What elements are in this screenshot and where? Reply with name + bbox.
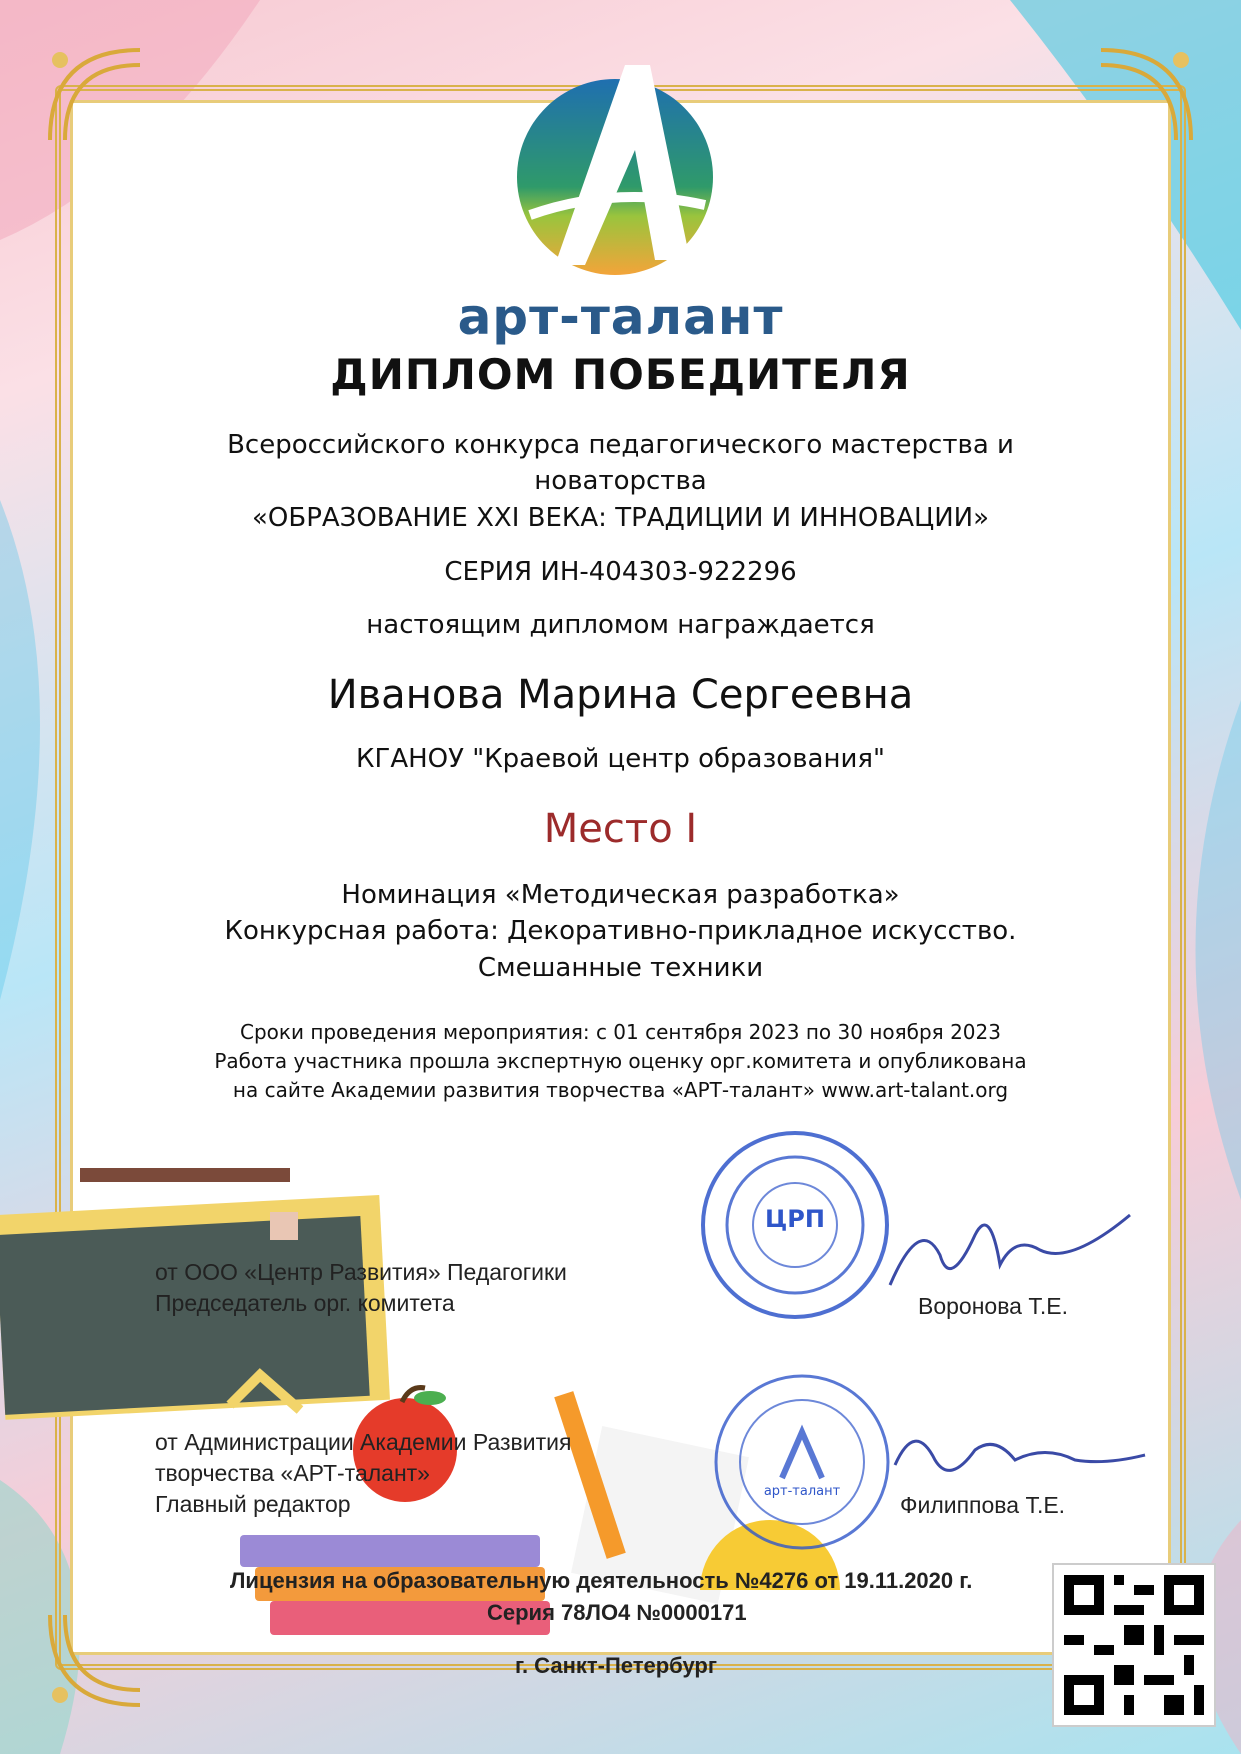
- contest-line-2: новаторства: [534, 466, 707, 496]
- signer2-line-3: Главный редактор: [155, 1491, 351, 1517]
- signer2-name: Филиппова Т.Е.: [900, 1492, 1066, 1518]
- signer1-name: Воронова Т.Е.: [918, 1293, 1068, 1319]
- series-number: СЕРИЯ ИН-404303-922296: [444, 557, 797, 587]
- details-line-1: Сроки проведения мероприятия: с 01 сентября 2023 по 30 ноября 2023: [240, 1020, 1001, 1044]
- details-line-3: на сайте Академии развития творчества «АРТ-талант» www.art-talant.org: [232, 1078, 1009, 1102]
- awarded-text: настоящим дипломом награждается: [366, 610, 875, 640]
- license-city: г. Санкт-Петербург: [515, 1653, 718, 1678]
- details-line-2: Работа участника прошла экспертную оценку орг.комитета и опубликована: [214, 1049, 1027, 1073]
- ornament-bottom-left-icon: [40, 1605, 150, 1715]
- signature-filippova-icon: [885, 1415, 1155, 1505]
- place-award: Место I: [543, 806, 698, 852]
- recipient-name: Иванова Марина Сергеевна: [327, 672, 914, 718]
- art-talant-logo-icon: [515, 55, 715, 280]
- contest-line-1: Всероссийского конкурса педагогического мастерства и: [227, 430, 1014, 460]
- contest-line-3: «ОБРАЗОВАНИЕ XXI ВЕКА: ТРАДИЦИИ И ИННОВАЦИИ»: [251, 503, 989, 533]
- signer2-line-2: творчества «АРТ-талант»: [155, 1460, 430, 1486]
- nomination-line-2: Конкурсная работа: Декоративно-прикладное искусство.: [224, 916, 1017, 946]
- signer2-line-1: от Администрации Академии Развития: [155, 1429, 572, 1455]
- license-line-1: Лицензия на образовательную деятельность №4276 от 19.11.2020 г.: [230, 1568, 973, 1593]
- logo-text: арт-талант: [457, 288, 784, 346]
- ornament-top-left-icon: [40, 40, 150, 150]
- diploma-title: ДИПЛОМ ПОБЕДИТЕЛЯ: [330, 350, 911, 399]
- nomination-line-1: Номинация «Методическая разработка»: [341, 880, 900, 910]
- license-line-2: Серия 78ЛО4 №0000171: [487, 1600, 747, 1625]
- signature-voronova-icon: [880, 1195, 1140, 1305]
- ornament-top-right-icon: [1091, 40, 1201, 150]
- nomination-line-3: Смешанные техники: [477, 953, 764, 983]
- art-talant-stamp-text: арт-талант: [763, 1484, 841, 1499]
- recipient-organization: КГАНОУ "Краевой центр образования": [356, 744, 885, 774]
- art-talant-stamp-icon: [710, 1370, 895, 1555]
- signer1-line-2: Председатель орг. комитета: [155, 1290, 455, 1316]
- qr-code-icon: [1054, 1565, 1214, 1725]
- crp-stamp-text: ЦРП: [765, 1205, 825, 1233]
- qr-code: [1052, 1563, 1216, 1727]
- signer1-line-1: от ООО «Центр Развития» Педагогики: [155, 1259, 567, 1285]
